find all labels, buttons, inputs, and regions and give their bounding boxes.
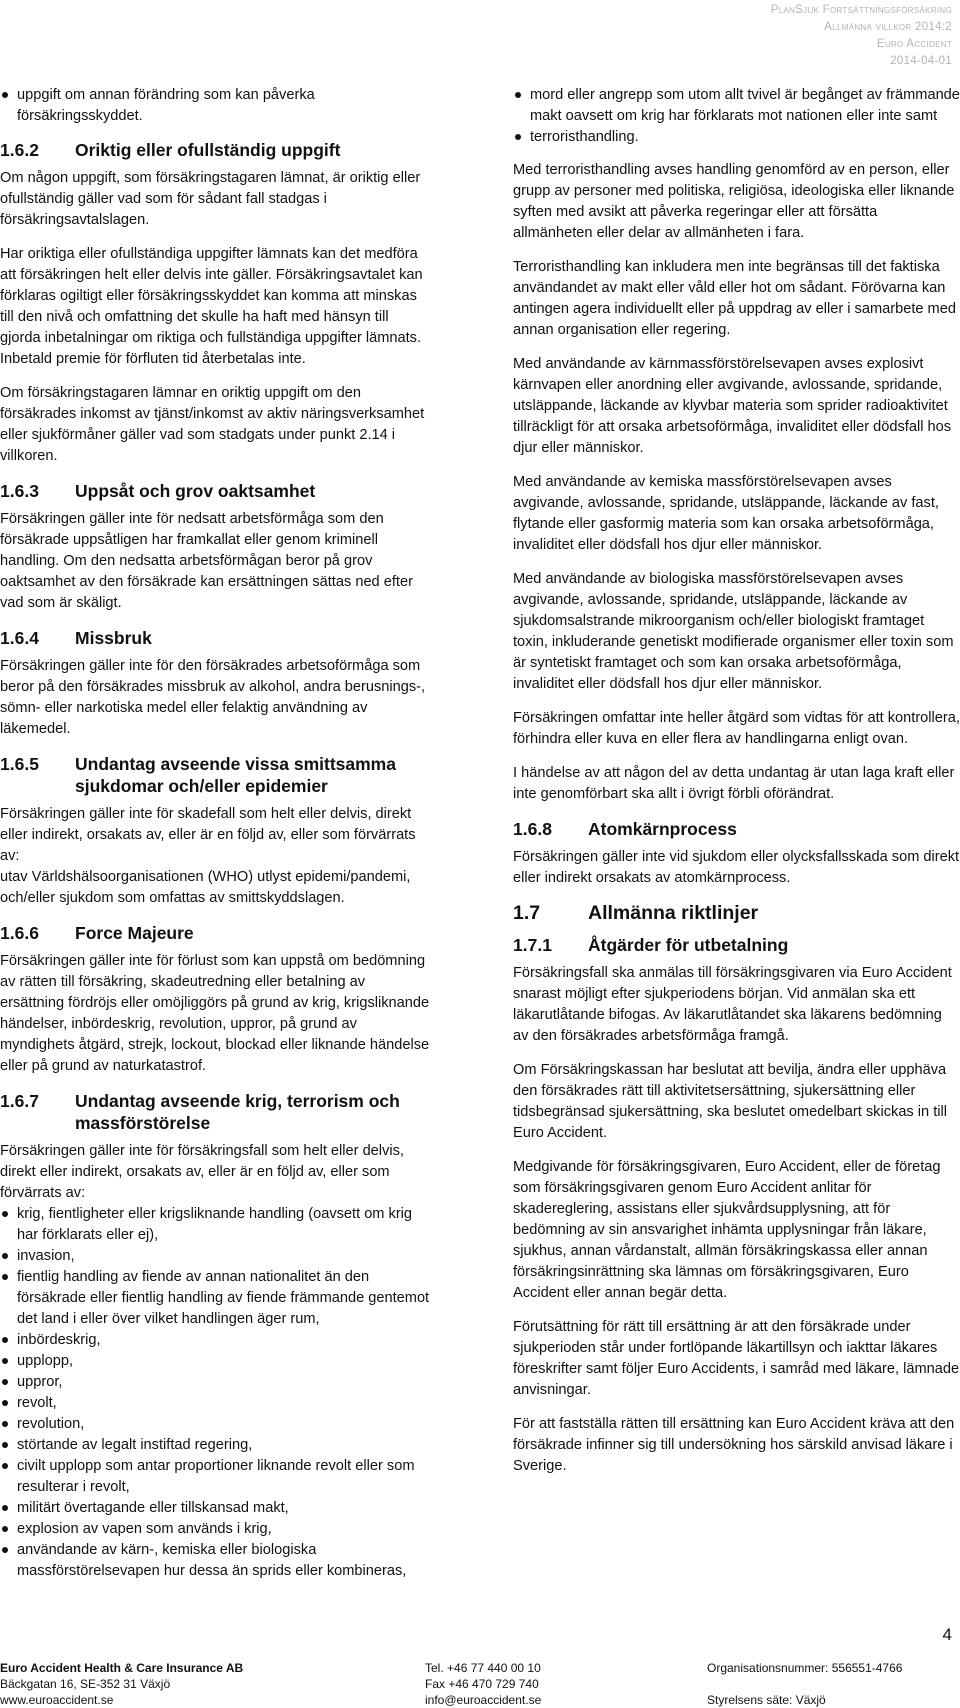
section-number: 1.7.1 <box>513 935 552 955</box>
footer-website-link[interactable]: www.euroaccident.se <box>0 1693 114 1707</box>
section-heading-1-6-3 <box>0 480 430 502</box>
list-item: mord eller angrepp som utom allt tvivel är begånget av främmande makt oavsett om krig har förklarats mot nationen eller inte samt <box>513 85 960 127</box>
right-column <box>513 85 960 1490</box>
footer-contact-block <box>425 1660 541 1708</box>
list-item: revolt, <box>0 1393 430 1414</box>
list-item: invasion, <box>0 1246 430 1267</box>
list-item: terroristhandling. <box>513 127 960 148</box>
header-product: PlanSjuk Fortsättningsförsäkring <box>770 4 952 16</box>
paragraph: Om någon uppgift, som försäkringstagaren lämnat, är oriktig eller ofullständig gäller vad som för sådant fall stadgas i försäkringsavtalslagen. <box>0 170 421 228</box>
section-title: Atomkärnprocess <box>588 819 737 839</box>
paragraph: Med användande av biologiska massförstörelsevapen avses avgivande, avlossande, spridande, utsläppande, läckande av sjukdomsalstrande mikroorganism och/eller biologiskt framtaget toxin, inkluderande genetiskt modifierade organismer eller toxin som är syntetiskt framtaget och som kan orsaka arbetsoförmåga, invaliditet eller dödsfall hos djur eller människor. <box>513 571 954 692</box>
footer-legal-block <box>707 1660 902 1708</box>
paragraph: Terroristhandling kan inkludera men inte begränsas till det faktiska användandet av makt eller våld eller hot om sådant. Förövarna kan antingen agera individuellt eller på uppdrag av eller i samarbete med annan organisation eller regering. <box>513 259 956 338</box>
list-item: uppgift om annan förändring som kan påverka försäkringsskyddet. <box>0 85 430 127</box>
page-header <box>771 2 952 70</box>
section-number: 1.6.5 <box>0 754 39 774</box>
intro-list <box>0 85 430 127</box>
section-number: 1.6.2 <box>0 140 39 160</box>
footer-org-number: Organisationsnummer: 556551-4766 <box>707 1661 903 1675</box>
section-heading-1-6-2 <box>0 139 430 161</box>
section-heading-1-7 <box>513 902 960 924</box>
paragraph: Medgivande för försäkringsgivaren, Euro Accident, eller de företag som försäkringsgivaren genom Euro Accident anlitar för skadereglering, assistans eller sjukvårdsupplysning, att för bedömning av sin ansvarighet inhämta upplysningar från läkare, sjukhus, annan vårdanstalt, allmän försäkringskassa eller annan försäkringsinrättning ska lämnas om försäkringsgivaren, Euro Accident eller annan begär detta. <box>513 1159 941 1301</box>
section-heading-1-6-8 <box>513 818 960 840</box>
paragraph: Försäkringen gäller inte för skadefall som helt eller delvis, direkt eller indirekt, orsakats av, eller är en följd av, eller som förvärrats av: <box>0 806 416 864</box>
section-heading-1-6-5 <box>0 753 430 797</box>
section-title: Force Majeure <box>75 923 194 943</box>
list-item: revolution, <box>0 1414 430 1435</box>
header-terms: Allmänna villkor 2014:2 <box>824 21 952 33</box>
paragraph: Om försäkringstagaren lämnar en oriktig uppgift om den försäkrades inkomst av tjänst/inkomst av aktiv näringsverksamhet eller sjukförmåner gäller vad som stadgats under punkt 2.14 i villkoren. <box>0 385 425 464</box>
section-title: Undantag avseende krig, terrorism och massförstörelse <box>75 1091 400 1133</box>
section-title: Missbruk <box>75 628 152 648</box>
footer-board-seat: Styrelsens säte: Växjö <box>707 1693 826 1707</box>
section-number: 1.7 <box>513 902 541 924</box>
list-item: upplopp, <box>0 1351 430 1372</box>
section-heading-1-6-7 <box>0 1090 430 1134</box>
list-item: störtande av legalt instiftad regering, <box>0 1435 430 1456</box>
header-company: Euro Accident <box>876 38 952 50</box>
list-item: militärt övertagande eller tillskansad makt, <box>0 1498 430 1519</box>
list-item: uppror, <box>0 1372 430 1393</box>
footer-fax: Fax +46 470 729 740 <box>425 1677 539 1691</box>
paragraph: Om Försäkringskassan har beslutat att bevilja, ändra eller upphäva den försäkrades rätt till aktivitetsersättning, sjukersättning eller tidsbegränsad sjukersättning, ska beslutet omedelbart skickas in till Euro Accident. <box>513 1062 947 1141</box>
list-item: civilt upplopp som antar proportioner liknande revolt eller som resulterar i revolt, <box>0 1456 430 1498</box>
list-item: krig, fientligheter eller krigsliknande handling (oavsett om krig har förklarats eller ej), <box>0 1204 430 1246</box>
paragraph: För att fastställa rätten till ersättning kan Euro Accident kräva att den försäkrade infinner sig till undersökning hos särskild anvisad läkare i Sverige. <box>513 1416 955 1474</box>
footer-company-block <box>0 1660 243 1708</box>
war-exclusion-list-continued <box>513 85 960 148</box>
section-title: Oriktig eller ofullständig uppgift <box>75 140 341 160</box>
paragraph: Har oriktiga eller ofullständiga uppgifter lämnats kan det medföra att försäkringen helt eller delvis inte gäller. Försäkringsavtalet kan förklaras ogiltigt eller försäkringsskyddet kan komma att minskas till den nivå och omfattning det skulle ha haft med hänsyn till gjorda inbetalningar om riktiga och fullständiga uppgifter lämnats. Inbetald premie för förfluten tid återbetalas inte. <box>0 246 423 367</box>
war-exclusion-list <box>0 1204 430 1582</box>
paragraph: Med användande av kärnmassförstörelsevapen avses explosivt kärnvapen eller anordning eller avgivande, avlossande, spridande, utsläppande, läckande av klyvbar materia som sprider radioaktivitet tillräckligt för att orsaka arbetsoförmåga, invaliditet eller dödsfall hos djur eller människor. <box>513 356 952 456</box>
paragraph: Med terroristhandling avses handling genomförd av en person, eller grupp av personer med politiska, religiösa, ideologiska eller liknande syften med avsikt att påverka regeringar eller att försätta allmänheten eller delar av allmänheten i fara. <box>513 162 955 241</box>
paragraph: Med användande av kemiska massförstörelsevapen avses avgivande, avlossande, spridande, utsläppande, läckande av fast, flytande eller gasformig materia som kan orsaka arbetsoförmåga, invaliditet eller dödsfall hos djur eller människor. <box>513 474 939 553</box>
list-item: explosion av vapen som används i krig, <box>0 1519 430 1540</box>
paragraph: Försäkringen gäller inte för den försäkrades arbetsoförmåga som beror på den försäkrades missbruk av alkohol, andra berusnings-, sömn- eller narkotiska medel eller felaktig användning av läkemedel. <box>0 658 426 737</box>
section-number: 1.6.7 <box>0 1091 39 1111</box>
paragraph: Försäkringsfall ska anmälas till försäkringsgivaren via Euro Accident snarast möjligt efter sjukperiodens början. Vid anmälan ska ett läkarutlåtande bifogas. Av läkarutlåtandet ska läkarens bedömning av den försäkrades arbetsförmåga framgå. <box>513 965 952 1044</box>
paragraph: Försäkringen omfattar inte heller åtgärd som vidtas för att kontrollera, förhindra eller kuva en eller flera av handlingarna enligt ovan. <box>513 710 960 747</box>
paragraph: Försäkringen gäller inte för försäkringsfall som helt eller delvis, direkt eller indirekt, orsakats av, eller är en följd av, eller som förvärrats av: <box>0 1143 404 1201</box>
header-date: 2014-04-01 <box>890 55 952 67</box>
paragraph: Försäkringen gäller inte för förlust som kan uppstå om bedömning av rätten till försäkring, skadeutredning eller betalning av ersättning fördröjs eller omöjliggörs på grund av krig, krigsliknande händelser, inbördeskrig, revolution, uppror, på grund av myndighets åtgärd, strejk, lockout, blockad eller liknande händelse eller på grund av naturkatastrof. <box>0 953 430 1074</box>
section-title: Åtgärder för utbetalning <box>588 935 789 955</box>
footer-company-name: Euro Accident Health & Care Insurance AB <box>0 1661 244 1675</box>
section-number: 1.6.3 <box>0 481 39 501</box>
section-heading-1-6-6 <box>0 922 430 944</box>
list-item: användande av kärn-, kemiska eller biologiska massförstörelsevapen hur dessa än sprids eller kombineras, <box>0 1540 430 1582</box>
page-number: 4 <box>942 1625 952 1644</box>
footer-address: Bäckgatan 16, SE-352 31 Växjö <box>0 1677 171 1691</box>
paragraph: utav Världshälsoorganisationen (WHO) utlyst epidemi/pandemi, och/eller sjukdom som omfattas av smittskyddslagen. <box>0 869 411 906</box>
section-title: Allmänna riktlinjer <box>588 902 759 924</box>
list-item: fientlig handling av fiende av annan nationalitet än den försäkrade eller fientlig handling av fiende främmande gentemot det land i eller över vilket handlingen äger rum, <box>0 1267 430 1330</box>
footer-phone: Tel. +46 77 440 00 10 <box>425 1661 541 1675</box>
paragraph: Försäkringen gäller inte vid sjukdom eller olycksfallsskada som direkt eller indirekt orsakats av atomkärnprocess. <box>513 849 960 886</box>
section-number: 1.6.8 <box>513 819 552 839</box>
section-title: Uppsåt och grov oaktsamhet <box>75 481 316 501</box>
paragraph: Försäkringen gäller inte för nedsatt arbetsförmåga som den försäkrade uppsåtligen har framkallat eller genom kriminell handling. Om den nedsatta arbetsförmågan beror på grov oaktsamhet av den försäkrade kan ersättningen sättas ned efter vad som är skäligt. <box>0 511 413 611</box>
paragraph: Förutsättning för rätt till ersättning är att den försäkrade under sjukperioden står under fortlöpande läkartillsyn och iakttar läkares föreskrifter samt följer Euro Accidents, i samråd med läkare, lämnade anvisningar. <box>513 1319 960 1398</box>
section-number: 1.6.6 <box>0 923 39 943</box>
list-item: inbördeskrig, <box>0 1330 430 1351</box>
section-number: 1.6.4 <box>0 628 39 648</box>
footer-email-link[interactable]: info@euroaccident.se <box>425 1693 542 1707</box>
paragraph: I händelse av att någon del av detta undantag är utan laga kraft eller inte genomförbart ska allt i övrigt förbli oförändrat. <box>513 765 955 802</box>
section-heading-1-6-4 <box>0 627 430 649</box>
left-column <box>0 85 430 1595</box>
section-title: Undantag avseende vissa smittsamma sjukdomar och/eller epidemier <box>75 754 396 796</box>
section-heading-1-7-1 <box>513 934 960 956</box>
